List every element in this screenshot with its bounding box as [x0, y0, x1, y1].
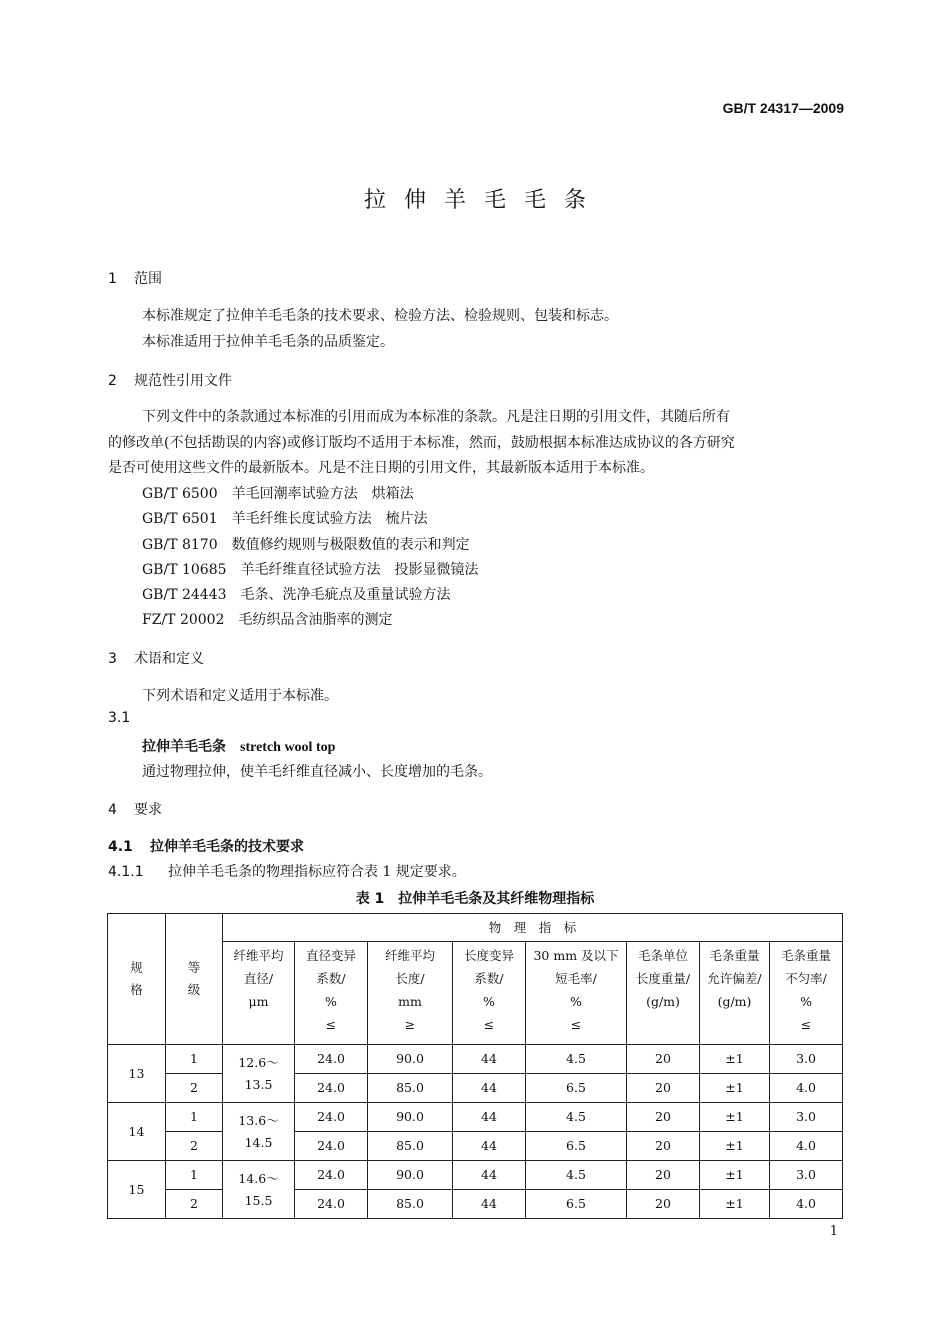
reference-title: 羊毛纤维长度试验方法 梳片法 — [231, 511, 428, 527]
reference-code: GB/T 8170 — [142, 537, 218, 553]
cell-grade: 1 — [166, 1161, 223, 1190]
header-weight-unevenness: 毛条重量 不匀率/ % ≤ — [770, 942, 843, 1045]
section-title: 要求 — [134, 802, 162, 818]
section-number: 1 — [108, 271, 117, 287]
cell-value: 24.0 — [295, 1190, 368, 1219]
cell-value: 85.0 — [368, 1190, 453, 1219]
header-physical-index: 物 理 指 标 — [223, 914, 843, 942]
cell-diameter-range: 12.6～ 13.5 — [223, 1045, 295, 1103]
cell-grade: 2 — [166, 1074, 223, 1103]
subsection-number: 3.1 — [108, 710, 131, 726]
cell-value: 44 — [453, 1074, 526, 1103]
document-title: 拉伸羊毛毛条 — [363, 188, 604, 213]
cell-grade: 2 — [166, 1132, 223, 1161]
cell-value: 85.0 — [368, 1074, 453, 1103]
cell-value: 3.0 — [770, 1103, 843, 1132]
paragraph-line: 的修改单(不包括勘误的内容)或修订版均不适用于本标准，然而，鼓励根据本标准达成协议的各方研究 — [108, 435, 735, 451]
cell-value: 3.0 — [770, 1045, 843, 1074]
reference-code: GB/T 24443 — [142, 587, 227, 603]
standard-number: GB/T 24317—2009 — [722, 100, 844, 116]
cell-value: 44 — [453, 1190, 526, 1219]
cell-value: ±1 — [700, 1045, 770, 1074]
cell-diameter-range: 13.6～ 14.5 — [223, 1103, 295, 1161]
cell-value: 24.0 — [295, 1074, 368, 1103]
reference-item — [142, 609, 392, 629]
section-title: 规范性引用文件 — [134, 373, 232, 389]
cell-grade: 1 — [166, 1045, 223, 1074]
section-number: 2 — [108, 373, 117, 389]
cell-value: ±1 — [700, 1103, 770, 1132]
section-number: 3 — [108, 651, 117, 667]
page-number: 1 — [829, 1224, 838, 1239]
cell-diameter-range: 14.6～ 15.5 — [223, 1161, 295, 1219]
section-title: 范围 — [134, 271, 162, 287]
cell-value: 3.0 — [770, 1161, 843, 1190]
section-3-heading — [108, 648, 204, 668]
reference-item — [142, 559, 479, 579]
cell-value: 85.0 — [368, 1132, 453, 1161]
section-number: 4 — [108, 802, 117, 818]
cell-value: 90.0 — [368, 1045, 453, 1074]
cell-value: ±1 — [700, 1190, 770, 1219]
table-row — [108, 1103, 843, 1132]
header-length-cv: 长度变异 系数/ % ≤ — [453, 942, 526, 1045]
cell-value: 6.5 — [526, 1074, 627, 1103]
term-definition: 通过物理拉伸，使羊毛纤维直径减小、长度增加的毛条。 — [142, 764, 492, 780]
reference-code: GB/T 6500 — [142, 486, 218, 502]
header-fiber-mean-length: 纤维平均 长度/ mm ≥ — [368, 942, 453, 1045]
reference-title: 毛纺织品含油脂率的测定 — [238, 612, 393, 628]
table-row — [108, 1045, 843, 1074]
section-title: 术语和定义 — [134, 651, 204, 667]
reference-title: 羊毛纤维直径试验方法 投影显微镜法 — [240, 562, 479, 578]
cell-value: 20 — [627, 1132, 700, 1161]
cell-value: ±1 — [700, 1132, 770, 1161]
cell-value: 44 — [453, 1161, 526, 1190]
cell-value: 24.0 — [295, 1103, 368, 1132]
physical-index-table — [107, 913, 843, 1219]
cell-value: 24.0 — [295, 1132, 368, 1161]
cell-value: 44 — [453, 1132, 526, 1161]
reference-title: 数值修约规则与极限数值的表示和判定 — [231, 537, 470, 553]
cell-value: 6.5 — [526, 1132, 627, 1161]
header-unit-length-weight: 毛条单位 长度重量/ (g/m) — [627, 942, 700, 1045]
term-chinese: 拉伸羊毛毛条 — [142, 739, 226, 755]
cell-value: 4.0 — [770, 1190, 843, 1219]
clause-4-1-1 — [108, 861, 466, 881]
cell-value: 44 — [453, 1045, 526, 1074]
cell-value: 6.5 — [526, 1190, 627, 1219]
cell-value: 24.0 — [295, 1045, 368, 1074]
cell-value: 90.0 — [368, 1103, 453, 1132]
reference-title: 羊毛回潮率试验方法 烘箱法 — [231, 486, 414, 502]
section-4-heading — [108, 799, 162, 819]
header-short-fiber-rate: 30 mm 及以下 短毛率/ % ≤ — [526, 942, 627, 1045]
cell-grade: 2 — [166, 1190, 223, 1219]
header-grade: 等 级 — [166, 914, 223, 1045]
cell-value: ±1 — [700, 1161, 770, 1190]
table-row — [108, 1074, 843, 1103]
reference-item — [142, 584, 451, 604]
header-weight-tolerance: 毛条重量 允许偏差/ (g/m) — [700, 942, 770, 1045]
section-1-heading — [108, 268, 162, 288]
cell-spec: 15 — [108, 1161, 166, 1219]
cell-value: 4.5 — [526, 1161, 627, 1190]
table-row — [108, 1190, 843, 1219]
paragraph: 本标准规定了拉伸羊毛毛条的技术要求、检验方法、检验规则、包装和标志。 — [142, 308, 618, 324]
subsection-4-1-heading — [108, 836, 304, 856]
cell-value: 4.0 — [770, 1074, 843, 1103]
cell-value: 4.5 — [526, 1045, 627, 1074]
cell-spec: 13 — [108, 1045, 166, 1103]
cell-value: 20 — [627, 1074, 700, 1103]
paragraph: 本标准适用于拉伸羊毛毛条的品质鉴定。 — [142, 334, 394, 350]
table-row — [108, 1161, 843, 1190]
cell-value: 24.0 — [295, 1161, 368, 1190]
clause-number: 4.1.1 — [108, 864, 144, 880]
paragraph-line: 下列文件中的条款通过本标准的引用而成为本标准的条款。凡是注日期的引用文件，其随后所有 — [142, 409, 730, 425]
cell-grade: 1 — [166, 1103, 223, 1132]
reference-title: 毛条、洗净毛疵点及重量试验方法 — [240, 587, 451, 603]
reference-item — [142, 483, 414, 503]
paragraph-line: 是否可使用这些文件的最新版本。凡是不注日期的引用文件，其最新版本适用于本标准。 — [108, 460, 654, 476]
cell-spec: 14 — [108, 1103, 166, 1161]
table-caption: 表 1 拉伸羊毛毛条及其纤维物理指标 — [355, 891, 595, 907]
cell-value: 20 — [627, 1045, 700, 1074]
cell-value: 4.0 — [770, 1132, 843, 1161]
reference-code: FZ/T 20002 — [142, 612, 225, 628]
header-spec: 规 格 — [108, 914, 166, 1045]
reference-item — [142, 534, 470, 554]
cell-value: 90.0 — [368, 1161, 453, 1190]
clause-text: 拉伸羊毛毛条的物理指标应符合表 1 规定要求。 — [168, 864, 466, 880]
term-english: stretch wool top — [240, 740, 336, 755]
reference-code: GB/T 10685 — [142, 562, 227, 578]
table-row — [108, 1132, 843, 1161]
cell-value: 20 — [627, 1103, 700, 1132]
reference-item — [142, 508, 428, 528]
cell-value: 20 — [627, 1190, 700, 1219]
subsection-number: 4.1 — [108, 839, 133, 855]
cell-value: 4.5 — [526, 1103, 627, 1132]
cell-value: ±1 — [700, 1074, 770, 1103]
reference-code: GB/T 6501 — [142, 511, 218, 527]
term-entry — [142, 736, 335, 756]
paragraph: 下列术语和定义适用于本标准。 — [142, 688, 338, 704]
header-fiber-mean-diameter: 纤维平均 直径/ μm — [223, 942, 295, 1045]
cell-value: 20 — [627, 1161, 700, 1190]
subsection-title: 拉伸羊毛毛条的技术要求 — [150, 839, 304, 855]
header-diameter-cv: 直径变异 系数/ % ≤ — [295, 942, 368, 1045]
section-2-heading — [108, 370, 232, 390]
cell-value: 44 — [453, 1103, 526, 1132]
